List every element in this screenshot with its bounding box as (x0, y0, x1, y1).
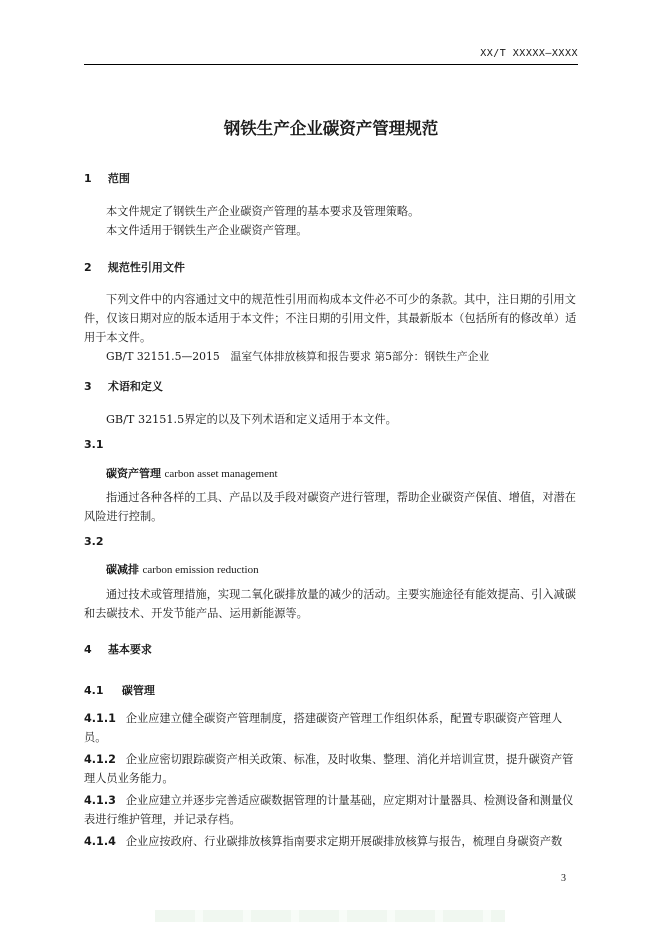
definition: 指通过各种各样的工具、产品以及手段对碳资产进行管理，帮助企业碳资产保值、增值，对潜在风险进行控制。 (84, 491, 576, 523)
clause-4-1-2 (84, 750, 578, 788)
clause-number: 4.1.1 (84, 712, 116, 725)
clause-4-1-3 (84, 791, 578, 829)
section-1-heading (84, 170, 130, 186)
term-3-1-definition (84, 488, 578, 526)
term-chinese: 碳减排 (106, 563, 139, 576)
clause-number: 4.1.4 (84, 835, 116, 848)
clause-4-1-1 (84, 709, 578, 747)
section-number: 3 (84, 380, 92, 393)
clause-text: 企业应密切跟踪碳资产相关政策、标准，及时收集、整理、消化并培训宣贯，提升碳资产管理人员业务能力。 (84, 753, 574, 785)
definition: 通过技术或管理措施，实现二氧化碳排放量的减少的活动。主要实施途径有能效提高、引入减碳和去碳技术、开发节能产品、运用新能源等。 (84, 588, 576, 620)
term-english: carbon asset management (164, 468, 278, 480)
term-3-2 (106, 561, 259, 577)
page-number: 3 (561, 873, 566, 884)
normative-reference: GB/T 32151.5—2015 温室气体排放核算和报告要求 第5部分：钢铁生产企业 (106, 350, 490, 363)
clause-number: 4.1.2 (84, 753, 116, 766)
document-title: 钢铁生产企业碳资产管理规范 (223, 119, 439, 138)
section-1-body (84, 202, 578, 240)
section-2-body (84, 290, 578, 366)
document-code: XX/T XXXXX—XXXX (480, 48, 578, 59)
section-number: 4 (84, 643, 92, 656)
section-number: 1 (84, 172, 92, 185)
footer-watermark (155, 910, 505, 922)
term-3-2-number: 3.2 (84, 535, 104, 548)
clause-4-1-4 (84, 832, 578, 851)
paragraph: GB/T 32151.5界定的以及下列术语和定义适用于本文件。 (106, 413, 397, 426)
clause-text: 企业应建立健全碳资产管理制度，搭建碳资产管理工作组织体系，配置专职碳资产管理人员。 (84, 712, 563, 744)
clause-text: 企业应按政府、行业碳排放核算指南要求定期开展碳排放核算与报告，梳理自身碳资产数 (125, 835, 563, 848)
paragraph: 本文件适用于钢铁生产企业碳资产管理。 (106, 224, 308, 237)
section-4-heading (84, 641, 152, 657)
clause-text: 企业应建立并逐步完善适应碳数据管理的计量基础，应定期对计量器具、检测设备和测量仪表进行维护管理，并记录存档。 (84, 794, 574, 826)
term-english: carbon emission reduction (142, 564, 259, 576)
section-number: 2 (84, 261, 92, 274)
clauses-4-1 (84, 709, 578, 851)
section-3-heading (84, 378, 163, 394)
section-2-heading (84, 259, 185, 275)
section-title: 术语和定义 (107, 380, 163, 393)
section-title: 规范性引用文件 (107, 261, 185, 274)
clause-number: 4.1.3 (84, 794, 116, 807)
subsection-4-1-heading (84, 682, 155, 698)
paragraph: 下列文件中的内容通过文中的规范性引用而构成本文件必不可少的条款。其中，注日期的引用文件，仅该日期对应的版本适用于本文件；不注日期的引用文件，其最新版本（包括所有的修改单）适用于本文件。 (84, 293, 577, 344)
paragraph: 本文件规定了钢铁生产企业碳资产管理的基本要求及管理策略。 (106, 205, 420, 218)
term-3-2-definition (84, 585, 578, 623)
term-3-1-number: 3.1 (84, 438, 104, 451)
header-rule (84, 64, 578, 65)
subsection-title: 碳管理 (121, 684, 155, 697)
subsection-number: 4.1 (84, 684, 104, 697)
section-title: 范围 (107, 172, 130, 185)
term-chinese: 碳资产管理 (106, 467, 161, 480)
section-title: 基本要求 (107, 643, 152, 656)
term-3-1 (106, 465, 278, 481)
section-3-body (84, 410, 578, 429)
